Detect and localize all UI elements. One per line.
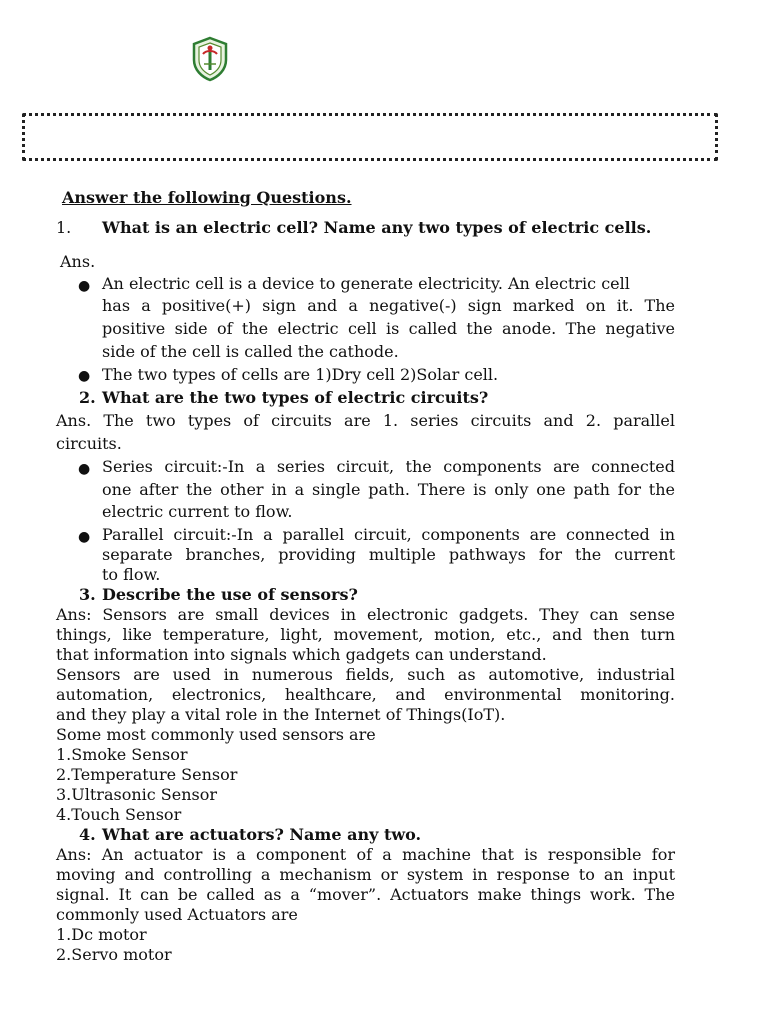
q2-bullet1-line1: Series circuit:-In a series circuit, the components are connected (102, 457, 675, 476)
q3-line3: that information into signals which gadgets can understand. (56, 645, 547, 664)
question-4-text: What are actuators? Name any two. (102, 825, 422, 844)
bullet-icon: ● (78, 529, 91, 545)
question-2-text: What are the two types of electric circuits? (102, 388, 489, 407)
q1-bullet1-line3: positive side of the electric cell is called the anode. The negative (102, 319, 675, 338)
q1-bullet2: The two types of cells are 1)Dry cell 2)Solar cell. (102, 365, 499, 384)
q4-list-item: 1.Dc motor (56, 925, 147, 944)
bullet-icon: ● (78, 368, 91, 384)
q2-bullet1-line2: one after the other in a single path. There is only one path for the (102, 480, 675, 499)
q3-line1: Ans: Sensors are small devices in electronic gadgets. They can sense (56, 605, 675, 624)
q1-bullet1-line4: side of the cell is called the cathode. (102, 342, 399, 361)
q3-line6: and they play a vital role in the Internet of Things(IoT). (56, 705, 506, 724)
question-2-number: 2. (79, 388, 96, 407)
bullet-icon: ● (78, 461, 91, 477)
q3-list-item: 4.Touch Sensor (56, 805, 182, 824)
question-1-text: What is an electric cell? Name any two types of electric cells. (102, 218, 652, 237)
q4-line3: signal. It can be called as a “mover”. Actuators make things work. The (56, 885, 675, 904)
q2-bullet2-line3: to flow. (102, 565, 161, 584)
q3-list-item: 1.Smoke Sensor (56, 745, 188, 764)
q2-bullet1-line3: electric current to flow. (102, 502, 293, 521)
school-logo-emblem (190, 36, 230, 82)
q1-bullet1-line2: has a positive(+) sign and a negative(-) sign marked on it. The (102, 296, 675, 315)
q3-line7: Some most commonly used sensors are (56, 725, 376, 744)
question-1-number: 1. (56, 218, 72, 237)
q4-line1: Ans: An actuator is a component of a machine that is responsible for (56, 845, 675, 864)
question-3-text: Describe the use of sensors? (102, 585, 358, 604)
q3-line2: things, like temperature, light, movement, motion, etc., and then turn (56, 625, 675, 644)
question-4-number: 4. (79, 825, 96, 844)
q4-list-item: 2.Servo motor (56, 945, 172, 964)
q2-ans-line1: Ans. The two types of circuits are 1. series circuits and 2. parallel (56, 411, 675, 430)
page-heading: Answer the following Questions. (62, 188, 352, 207)
q2-bullet2-line2: separate branches, providing multiple pathways for the current (102, 545, 675, 564)
q2-bullet2-line1: Parallel circuit:-In a parallel circuit, components are connected in (102, 525, 675, 544)
q4-line2: moving and controlling a mechanism or system in response to an input (56, 865, 675, 884)
q1-bullet1-line1: An electric cell is a device to generate electricity. An electric cell (102, 274, 630, 293)
q3-list-item: 3.Ultrasonic Sensor (56, 785, 218, 804)
q2-ans-line2: circuits. (56, 434, 122, 453)
q3-list-item: 2.Temperature Sensor (56, 765, 238, 784)
question-3-number: 3. (79, 585, 96, 604)
bullet-icon: ● (78, 278, 91, 294)
q4-line4: commonly used Actuators are (56, 905, 298, 924)
q3-line4: Sensors are used in numerous fields, such as automotive, industrial (56, 665, 675, 684)
q3-line5: automation, electronics, healthcare, and environmental monitoring. (56, 685, 675, 704)
question-1-ans-label: Ans. (60, 252, 96, 271)
dotted-header-box (22, 113, 718, 161)
